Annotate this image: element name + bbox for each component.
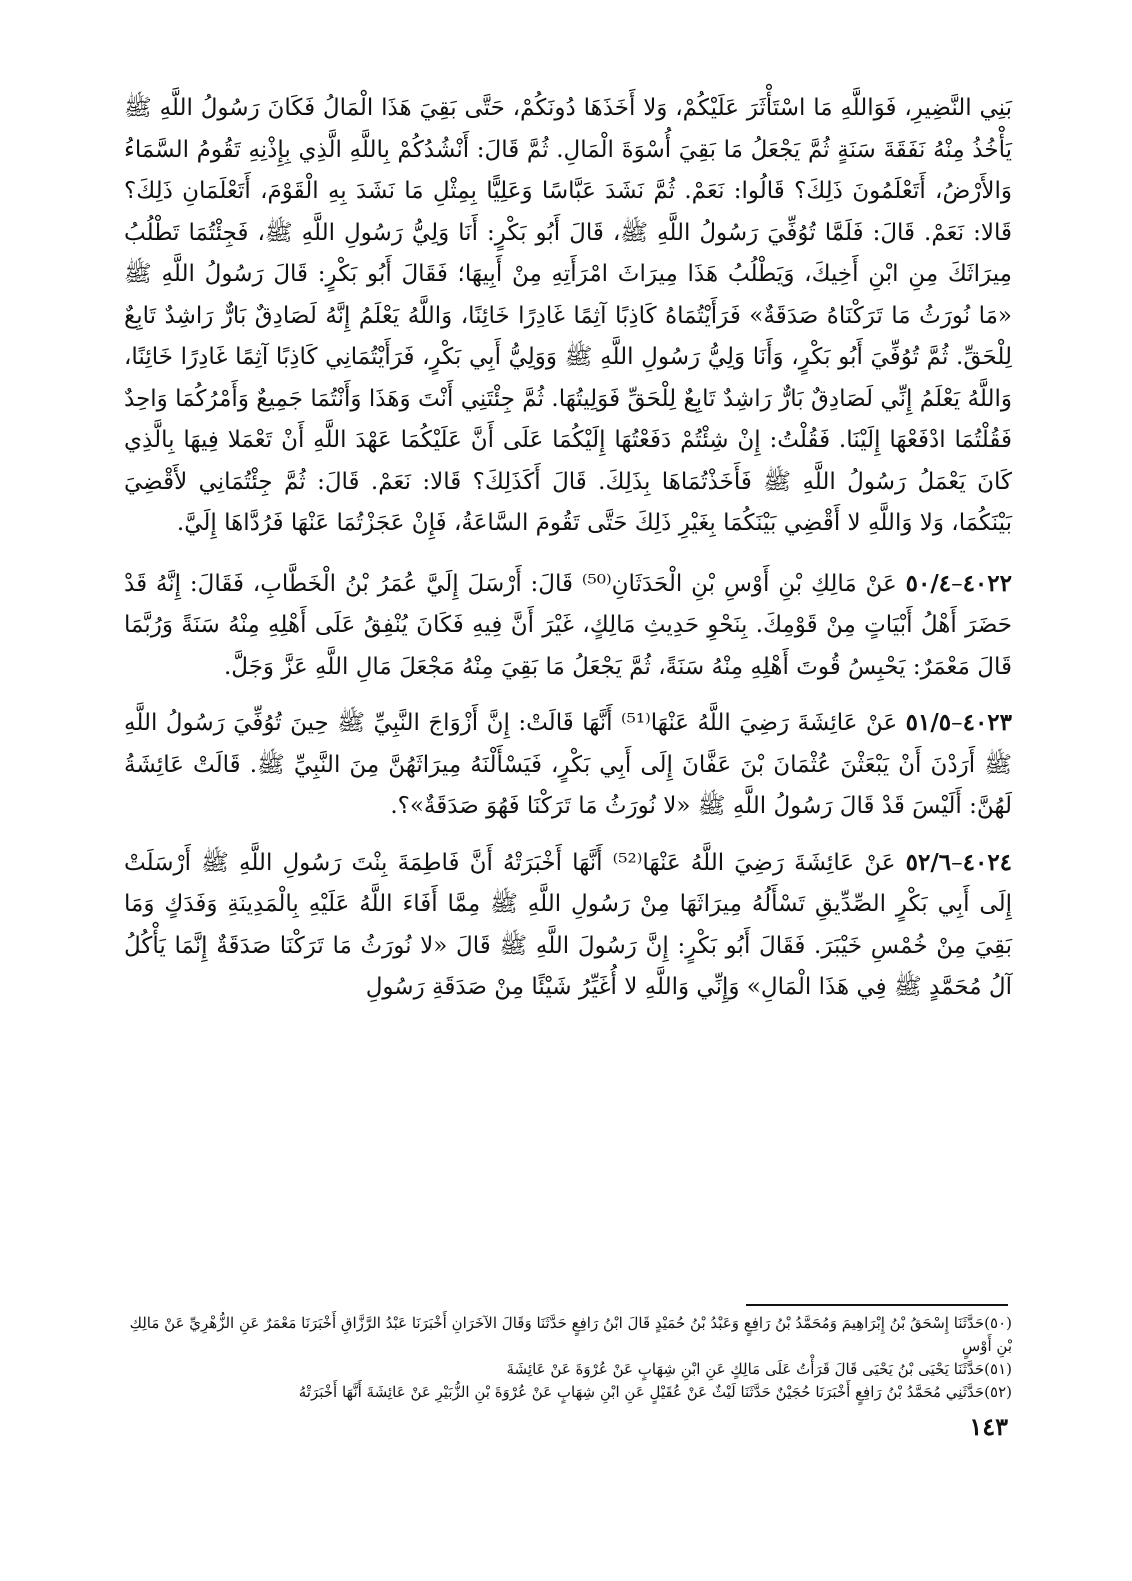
hadith-4024: ٤٠٢٤–٥٢/٦ عَنْ عَائِشَةَ رَضِيَ اللَّهُ عَنْهَا⁽⁵²⁾ أَنَّهَا أَخْبَرَتْهُ أَنَّ فَاطِمَةَ بِنْتَ رَسُولِ اللَّهِ ﷺ أَرْسَلَتْ إِلَى أَبِي بَكْرٍ الصِّدِّيقِ تَسْأَلُهُ مِيرَاثَهَا مِنْ رَسُولِ اللَّهِ ﷺ مِمَّا أَفَاءَ اللَّهُ عَلَيْهِ بِالْمَدِينَةِ وَفَدَكٍ وَمَا بَقِيَ مِنْ خُمْسِ خَيْبَرَ. فَقَالَ أَبُو بَكْرٍ: إِنَّ رَسُولَ اللَّهِ ﷺ قَالَ «لا نُورَثُ مَا تَرَكْنَا صَدَقَةٌ إِنَّمَا يَأْكُلُ آلُ مُحَمَّدٍ ﷺ فِي هَذَا الْمَالِ» وَإِنِّي وَاللَّهِ لا أُغَيِّرُ شَيْئًا مِنْ صَدَقَةِ رَسُولِ — [124, 848, 1013, 1000]
hadith-4021-continuation — [124, 88, 1012, 545]
footnotes — [124, 1312, 1012, 1404]
hadith-4023: ٤٠٢٣–٥١/٥ عَنْ عَائِشَةَ رَضِيَ اللَّهُ عَنْهَا⁽⁵¹⁾ أَنَّهَا قَالَتْ: إِنَّ أَزْوَاجَ النَّبِيِّ ﷺ حِينَ تُوُفِّيَ رَسُولُ اللَّهِ ﷺ أَرَدْنَ أَنْ يَبْعَثْنَ عُثْمَانَ بْنَ عَفَّانَ إِلَى أَبِي بَكْرٍ، فَيَسْأَلْنَهُ مِيرَاثَهُنَّ مِنَ النَّبِيِّ ﷺ. قَالَتْ عَائِشَةُ لَهُنَّ: أَلَيْسَ قَدْ قَالَ رَسُولُ اللَّهِ ﷺ «لا نُورَثُ مَا تَرَكْنَا فَهُوَ صَدَقَةٌ»؟. — [124, 709, 1013, 819]
hadith-cross-ref: ٥٠/٤ — [905, 569, 952, 597]
footnote-50: (٥٠)حَدَّثَنَا إِسْحَقُ بْنُ إِبْرَاهِيمَ وَمُحَمَّدُ بْنُ رَافِعٍ وَعَبْدُ بْنُ حُمَيْدٍ قَالَ ابْنُ رَافِعٍ حَدَّثَنَا وَقَالَ الآخَرَانِ أَخْبَرَنَا عَبْدُ الرَّزَّاقِ أَخْبَرَنَا مَعْمَرٌ عَنِ الزُّهْرِيِّ عَنْ مَالِكِ بْنِ أَوْسٍ — [129, 1314, 1012, 1355]
footnote-52: (٥٢)حَدَّثَنِي مُحَمَّدُ بْنُ رَافِعٍ أَخْبَرَنَا حُجَيْنٌ حَدَّثَنَا لَيْثٌ عَنْ عُقَيْلٍ عَنِ ابْنِ شِهَابٍ عَنْ عُرْوَةَ بْنِ الزُّبَيْرِ عَنْ عَائِشَةَ أَنَّهَا أَخْبَرَتْهُ — [298, 1383, 1012, 1401]
main-text — [124, 88, 1012, 1023]
footnote-separator — [746, 1304, 1008, 1306]
hadith-text: عَنْ عَائِشَةَ رَضِيَ اللَّهُ عَنْهَا⁽⁵²⁾ أَنَّهَا أَخْبَرَتْهُ أَنَّ فَاطِمَةَ بِنْتَ رَسُولِ اللَّهِ ﷺ أَرْسَلَتْ إِلَى أَبِي بَكْرٍ الصِّدِّيقِ تَسْأَلُهُ مِيرَاثَهَا مِنْ رَسُولِ اللَّهِ ﷺ مِمَّا أَفَاءَ اللَّهُ عَلَيْهِ بِالْمَدِينَةِ وَفَدَكٍ وَمَا بَقِيَ مِنْ خُمْسِ خَيْبَرَ. فَقَالَ أَبُو بَكْرٍ: إِنَّ رَسُولَ اللَّهِ ﷺ قَالَ «لا نُورَثُ مَا تَرَكْنَا صَدَقَةٌ إِنَّمَا يَأْكُلُ آلُ مُحَمَّدٍ ﷺ فِي هَذَا الْمَالِ» وَإِنِّي وَاللَّهِ لا أُغَيِّرُ شَيْئًا مِنْ صَدَقَةِ رَسُولِ — [124, 849, 1012, 1000]
hadith-cross-ref: ٥٢/٦ — [905, 848, 952, 876]
hadith-cross-ref: ٥١/٥ — [905, 709, 952, 736]
hadith-number: ٤٠٢٤ — [962, 848, 1013, 876]
footnote-51: (٥١)حَدَّثَنَا يَحْيَى بْنُ يَحْيَى قَالَ قَرَأْتُ عَلَى مَالِكٍ عَنِ ابْنِ شِهَابٍ عَنْ عُرْوَةَ عَنْ عَائِشَةَ — [506, 1360, 1012, 1378]
hadith-4021-text: بَنِي النَّضِيرِ، فَوَاللَّهِ مَا اسْتَأْثَرَ عَلَيْكُمْ، وَلا أَخَذَهَا دُونَكُمْ، حَتَّى بَقِيَ هَذَا الْمَالُ فَكَانَ رَسُولُ اللَّهِ ﷺ يَأْخُذُ مِنْهُ نَفَقَةَ سَنَةٍ ثُمَّ يَجْعَلُ مَا بَقِيَ أُسْوَةَ الْمَالِ. ثُمَّ قَالَ: أَنْشُدُكُمْ بِاللَّهِ الَّذِي بِإِذْنِهِ تَقُومُ السَّمَاءُ وَالأَرْضُ، أَتَعْلَمُونَ ذَلِكَ؟ قَالُوا: نَعَمْ. ثُمَّ نَشَدَ عَبَّاسًا وَعَلِيًّا بِمِثْلِ مَا نَشَدَ بِهِ الْقَوْمَ، أَتَعْلَمَانِ ذَلِكَ؟ قَالا: نَعَمْ. قَالَ: فَلَمَّا تُوُفِّيَ رَسُولُ اللَّهِ ﷺ، قَالَ أَبُو بَكْرٍ: أَنَا وَلِيُّ رَسُولِ اللَّهِ ﷺ، فَجِئْتُمَا تَطْلُبُ مِيرَاثَكَ مِنِ ابْنِ أَخِيكَ، وَيَطْلُبُ هَذَا مِيرَاثَ امْرَأَتِهِ مِنْ أَبِيهَا؛ فَقَالَ أَبُو بَكْرٍ: قَالَ رَسُولُ اللَّهِ ﷺ «مَا نُورَثُ مَا تَرَكْنَاهُ صَدَقَةٌ» فَرَأَيْتُمَاهُ كَاذِبًا آثِمًا غَادِرًا خَائِنًا، وَاللَّهُ يَعْلَمُ إِنَّهُ لَصَادِقٌ بَارٌّ رَاشِدٌ تَابِعٌ لِلْحَقِّ. ثُمَّ تُوُفِّيَ أَبُو بَكْرٍ، وَأَنَا وَلِيُّ رَسُولِ اللَّهِ ﷺ وَوَلِيُّ أَبِي بَكْرٍ، فَرَأَيْتُمَانِي كَاذِبًا آثِمًا غَادِرًا خَائِنًا، وَاللَّهُ يَعْلَمُ إِنِّي لَصَادِقٌ بَارٌّ رَاشِدٌ تَابِعٌ لِلْحَقِّ فَوَلِيتُهَا. ثُمَّ جِئْتَنِي أَنْتَ وَهَذَا وَأَنْتُمَا جَمِيعٌ وَأَمْرُكُمَا وَاحِدٌ فَقُلْتُمَا ادْفَعْهَا إِلَيْنَا. فَقُلْتُ: إِنْ شِئْتُمْ دَفَعْتُهَا إِلَيْكُمَا عَلَى أَنَّ عَلَيْكُمَا عَهْدَ اللَّهِ أَنْ تَعْمَلا فِيهَا بِالَّذِي كَانَ يَعْمَلُ رَسُولُ اللَّهِ ﷺ فَأَخَذْتُمَاهَا بِذَلِكَ. قَالَ أَكَذَلِكَ؟ قَالا: نَعَمْ. قَالَ: ثُمَّ جِئْتُمَانِي لأَقْضِيَ بَيْنَكُمَا، وَلا وَاللَّهِ لا أَقْضِي بَيْنَكُمَا بِغَيْرِ ذَلِكَ حَتَّى تَقُومَ السَّاعَةُ، فَإِنْ عَجَزْتُمَا عَنْهَا فَرُدَّاهَا إِلَيَّ. — [124, 95, 1012, 536]
hadith-text: عَنْ عَائِشَةَ رَضِيَ اللَّهُ عَنْهَا⁽⁵¹⁾ أَنَّهَا قَالَتْ: إِنَّ أَزْوَاجَ النَّبِيِّ ﷺ حِينَ تُوُفِّيَ رَسُولُ اللَّهِ ﷺ أَرَدْنَ أَنْ يَبْعَثْنَ عُثْمَانَ بْنَ عَفَّانَ إِلَى أَبِي بَكْرٍ، فَيَسْأَلْنَهُ مِيرَاثَهُنَّ مِنَ النَّبِيِّ ﷺ. قَالَتْ عَائِشَةُ لَهُنَّ: أَلَيْسَ قَدْ قَالَ رَسُولُ اللَّهِ ﷺ «لا نُورَثُ مَا تَرَكْنَا فَهُوَ صَدَقَةٌ»؟. — [124, 710, 1012, 819]
hadith-4022: ٤٠٢٢–٥٠/٤ عَنْ مَالِكِ بْنِ أَوْسِ بْنِ الْحَدَثَانِ⁽⁵⁰⁾ قَالَ: أَرْسَلَ إِلَيَّ عُمَرُ بْنُ الْخَطَّابِ، فَقَالَ: إِنَّهُ قَدْ حَضَرَ أَهْلُ أَبْيَاتٍ مِنْ قَوْمِكَ. بِنَحْوِ حَدِيثِ مَالِكٍ، غَيْرَ أَنَّ فِيهِ فَكَانَ يُنْفِقُ عَلَى أَهْلِهِ مِنْهُ سَنَةً وَرُبَّمَا قَالَ مَعْمَرٌ: يَحْبِسُ قُوتَ أَهْلِهِ مِنْهُ سَنَةً، ثُمَّ يَجْعَلُ مَا بَقِيَ مِنْهُ مَجْعَلَ مَالِ اللَّهِ عَزَّ وَجَلَّ. — [124, 569, 1012, 680]
hadith-number: ٤٠٢٢ — [962, 569, 1012, 597]
hadith-text: عَنْ مَالِكِ بْنِ أَوْسِ بْنِ الْحَدَثَانِ⁽⁵⁰⁾ قَالَ: أَرْسَلَ إِلَيَّ عُمَرُ بْنُ الْخَطَّابِ، فَقَالَ: إِنَّهُ قَدْ حَضَرَ أَهْلُ أَبْيَاتٍ مِنْ قَوْمِكَ. بِنَحْوِ حَدِيثِ مَالِكٍ، غَيْرَ أَنَّ فِيهِ فَكَانَ يُنْفِقُ عَلَى أَهْلِهِ مِنْهُ سَنَةً وَرُبَّمَا قَالَ مَعْمَرٌ: يَحْبِسُ قُوتَ أَهْلِهِ مِنْهُ سَنَةً، ثُمَّ يَجْعَلُ مَا بَقِيَ مِنْهُ مَجْعَلَ مَالِ اللَّهِ عَزَّ وَجَلَّ. — [124, 570, 1012, 680]
page-number: ١٤٣ — [969, 1412, 1008, 1441]
hadith-number: ٤٠٢٣ — [962, 709, 1013, 736]
